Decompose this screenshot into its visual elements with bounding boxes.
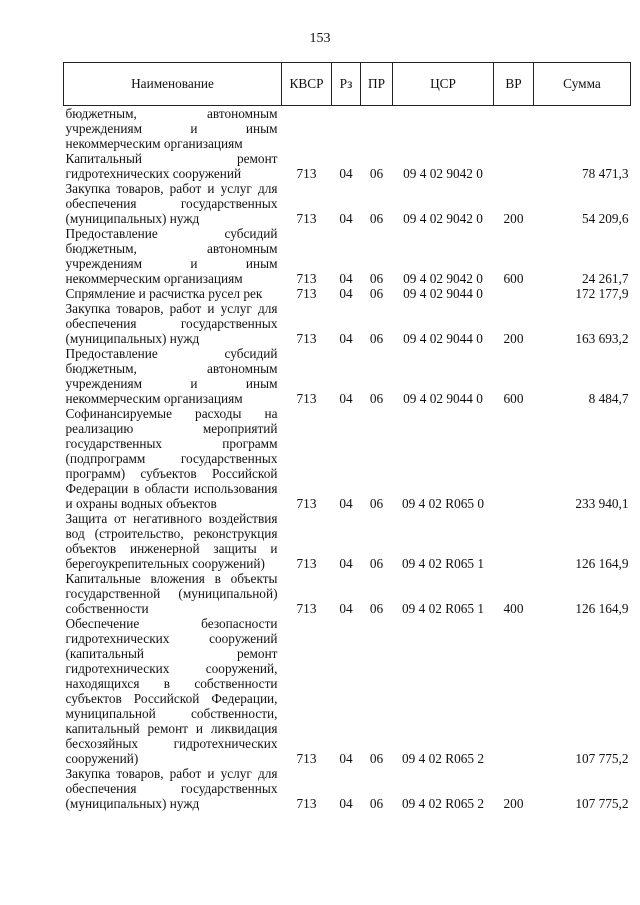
cell-name: Софинансируемые расходы на реализацию мероприятий государственных программ (подпрограмм государственных программ) субъектов Российской Федерации в области использования и охраны водных объектов xyxy=(65,406,278,511)
cell-kvsr: 713 xyxy=(296,796,317,811)
cell-sum: 107 775,2 xyxy=(575,751,629,766)
table-row xyxy=(64,106,631,152)
table-row xyxy=(64,766,631,811)
cell-csr: 09 4 02 9044 0 xyxy=(403,286,483,301)
table-row xyxy=(64,226,631,286)
cell-sum: 233 940,1 xyxy=(575,496,629,511)
cell-name: Закупка товаров, работ и услуг для обеспечения государственных (муниципальных) нужд xyxy=(65,301,278,346)
cell-kvsr: 713 xyxy=(296,496,317,511)
cell-vr: 200 xyxy=(503,796,524,811)
cell-rz: 04 xyxy=(339,796,353,811)
cell-rz: 04 xyxy=(339,286,353,301)
cell-sum: 126 164,9 xyxy=(575,601,629,616)
cell-vr: 400 xyxy=(503,601,524,616)
table-row xyxy=(64,571,631,616)
cell-sum: 172 177,9 xyxy=(575,286,629,301)
cell-csr: 09 4 02 9042 0 xyxy=(403,211,483,226)
cell-name: Спрямление и расчистка русел рек xyxy=(65,286,263,301)
cell-kvsr: 713 xyxy=(296,601,317,616)
cell-sum: 24 261,7 xyxy=(581,271,629,286)
cell-vr xyxy=(494,616,534,766)
cell-sum: 126 164,9 xyxy=(575,556,629,571)
header-vr: ВР xyxy=(494,63,534,106)
header-pr: ПР xyxy=(361,63,393,106)
header-csr: ЦСР xyxy=(393,63,494,106)
cell-sum: 163 693,2 xyxy=(575,331,629,346)
cell-pr: 06 xyxy=(369,496,384,511)
table-row xyxy=(64,151,631,181)
table-row xyxy=(64,616,631,766)
cell-name: Предоставление субсидий бюджетным, автономным учреждениям и иным некоммерческим организациям xyxy=(65,346,278,406)
cell-csr: 09 4 02 R065 1 xyxy=(401,601,484,616)
cell-sum: 8 484,7 xyxy=(588,391,629,406)
cell-kvsr: 713 xyxy=(296,556,317,571)
table-row xyxy=(64,406,631,511)
cell-sum xyxy=(534,106,631,152)
cell-name: Капитальный ремонт гидротехнических сооружений xyxy=(65,151,278,181)
cell-name: Капитальные вложения в объекты государственной (муниципальной) собственности xyxy=(65,571,278,616)
header-rz: Рз xyxy=(332,63,361,106)
cell-csr: 09 4 02 9044 0 xyxy=(403,391,483,406)
cell-rz: 04 xyxy=(339,751,353,766)
table-row xyxy=(64,346,631,406)
cell-kvsr: 713 xyxy=(296,166,317,181)
table-row xyxy=(64,301,631,346)
cell-vr: 600 xyxy=(503,391,524,406)
cell-pr: 06 xyxy=(369,601,384,616)
cell-name: бюджетным, автономным учреждениям и иным некоммерческим организациям xyxy=(65,106,278,151)
header-sum: Сумма xyxy=(534,63,631,106)
cell-rz xyxy=(332,106,361,152)
cell-vr xyxy=(494,406,534,511)
cell-pr: 06 xyxy=(369,556,384,571)
cell-pr: 06 xyxy=(369,211,384,226)
cell-kvsr: 713 xyxy=(296,286,317,301)
cell-kvsr: 713 xyxy=(296,391,317,406)
cell-csr: 09 4 02 9044 0 xyxy=(403,331,483,346)
cell-vr xyxy=(494,106,534,152)
cell-sum: 54 209,6 xyxy=(581,211,629,226)
cell-name: Предоставление субсидий бюджетным, автономным учреждениям и иным некоммерческим организациям xyxy=(65,226,278,286)
cell-pr: 06 xyxy=(369,286,384,301)
cell-csr: 09 4 02 R065 2 xyxy=(401,751,484,766)
table-body xyxy=(64,106,631,812)
cell-vr xyxy=(494,511,534,571)
cell-rz: 04 xyxy=(339,496,353,511)
cell-pr: 06 xyxy=(369,166,384,181)
cell-pr: 06 xyxy=(369,271,384,286)
cell-rz: 04 xyxy=(339,211,353,226)
header-name: Наименование xyxy=(64,63,282,106)
cell-pr: 06 xyxy=(369,331,384,346)
cell-rz: 04 xyxy=(339,556,353,571)
cell-kvsr: 713 xyxy=(296,751,317,766)
cell-vr: 200 xyxy=(503,211,524,226)
cell-pr: 06 xyxy=(369,391,384,406)
cell-kvsr: 713 xyxy=(296,271,317,286)
cell-name: Закупка товаров, работ и услуг для обеспечения государственных (муниципальных) нужд xyxy=(65,181,278,226)
budget-table xyxy=(63,62,631,811)
header-kvsr: КВСР xyxy=(282,63,332,106)
cell-rz: 04 xyxy=(339,601,353,616)
cell-pr: 06 xyxy=(369,751,384,766)
cell-vr xyxy=(494,286,534,301)
table-row xyxy=(64,286,631,301)
table-header xyxy=(64,63,631,106)
cell-vr xyxy=(494,151,534,181)
cell-kvsr: 713 xyxy=(296,211,317,226)
cell-rz: 04 xyxy=(339,271,353,286)
page-number: 153 xyxy=(309,31,331,46)
cell-csr: 09 4 02 R065 0 xyxy=(401,496,484,511)
table-row xyxy=(64,181,631,226)
table-row xyxy=(64,511,631,571)
cell-rz: 04 xyxy=(339,331,353,346)
cell-kvsr xyxy=(282,106,332,152)
cell-name: Закупка товаров, работ и услуг для обеспечения государственных (муниципальных) нужд xyxy=(65,766,278,811)
cell-pr: 06 xyxy=(369,796,384,811)
cell-vr: 600 xyxy=(503,271,524,286)
cell-csr: 09 4 02 R065 1 xyxy=(401,556,484,571)
cell-csr: 09 4 02 R065 2 xyxy=(401,796,484,811)
cell-name: Защита от негативного воздействия вод (строительство, реконструкция объектов инженерной защиты и берегоукрепительных сооружений) xyxy=(65,511,278,571)
cell-csr: 09 4 02 9042 0 xyxy=(403,271,483,286)
cell-rz: 04 xyxy=(339,166,353,181)
cell-csr xyxy=(393,106,494,152)
cell-vr: 200 xyxy=(503,331,524,346)
cell-kvsr: 713 xyxy=(296,331,317,346)
cell-pr xyxy=(361,106,393,152)
cell-name: Обеспечение безопасности гидротехнических сооружений (капитальный ремонт гидротехнических сооружений, находящихся в собственности субъектов Российской Федерации, муниципальной собственности, капитальный ремонт и ликвидация бесхозяйных гидротехнических сооружений) xyxy=(65,616,278,766)
cell-rz: 04 xyxy=(339,391,353,406)
cell-sum: 107 775,2 xyxy=(575,796,629,811)
cell-csr: 09 4 02 9042 0 xyxy=(403,166,483,181)
cell-sum: 78 471,3 xyxy=(581,166,629,181)
